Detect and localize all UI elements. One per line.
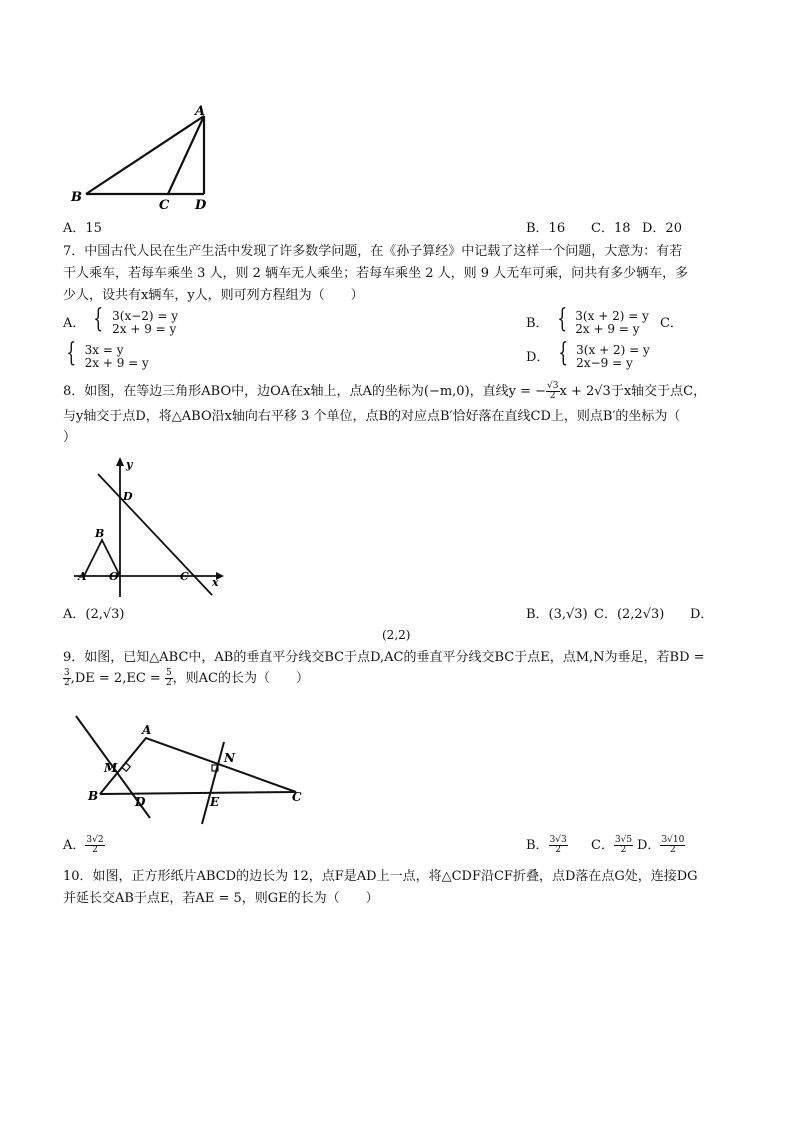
q8-option-d-value: (2,2) xyxy=(382,628,411,642)
q6-option-d: D．20 xyxy=(642,221,682,236)
q8-slope-den: 2 xyxy=(549,391,556,401)
q7-option-a-label: A． xyxy=(63,316,86,331)
q7-option-a xyxy=(63,306,178,336)
q7-option-c-system xyxy=(85,344,149,370)
q7-option-b xyxy=(526,306,683,336)
q8-coordinate-figure xyxy=(68,452,228,604)
q9-ec-num: 5 xyxy=(165,668,172,678)
q6-triangle-figure xyxy=(62,100,232,212)
q9-option-b xyxy=(526,836,568,855)
q7-line-2: 干人乘车，若每车乘坐 3 人，则 2 辆车无人乘坐；若每车乘坐 2 人，则 9 人无车可乘，问共有多少辆车，多 xyxy=(63,266,689,281)
q9-option-c-fraction xyxy=(614,836,633,855)
q8-line-1-b: x + 2√3于x轴交于点C， xyxy=(559,384,707,399)
q9-option-b-den: 2 xyxy=(555,845,562,855)
label-d: D xyxy=(135,795,146,809)
q9-option-d-num: 3√10 xyxy=(661,835,685,845)
q8-line-2: 与y轴交于点D，将△ABO沿x轴向右平移 3 个单位，点B的对应点B′恰好落在直线CD上，则点B′的坐标为（ xyxy=(63,409,681,424)
q7-option-d-eq2: 2x−9 = y xyxy=(576,355,633,370)
label-b: B xyxy=(71,190,82,205)
label-m: M xyxy=(104,761,118,775)
q9-option-d-fraction xyxy=(660,836,685,855)
q8-option-d: D． xyxy=(690,607,714,622)
label-c: C xyxy=(292,790,302,804)
q7-option-a-system xyxy=(112,310,178,336)
q9-ec-fraction xyxy=(165,669,173,688)
q9-option-c xyxy=(591,836,633,855)
label-b: B xyxy=(88,789,99,803)
q7-option-b-eq1: 3(x + 2) = y xyxy=(575,308,649,323)
q8-option-a: A．(2,√3) xyxy=(63,607,125,622)
q6-option-b: B．16 xyxy=(526,221,566,236)
q9-ec-den: 2 xyxy=(165,678,172,688)
q8-slope-fraction xyxy=(546,382,559,401)
q8-slope-num: √3 xyxy=(547,381,559,391)
q9-bd-fraction xyxy=(63,669,71,688)
label-n: N xyxy=(224,751,235,765)
q8-option-b: B．(3,√3) xyxy=(526,607,588,622)
q10-line-2: 并延长交AB于点E，若AE = 5，则GE的长为（ ） xyxy=(63,891,379,906)
q9-option-b-num: 3√3 xyxy=(549,835,567,845)
q9-option-c-den: 2 xyxy=(620,845,627,855)
q7-option-c-label: C． xyxy=(659,316,683,331)
label-o: O xyxy=(109,570,119,583)
label-e: E xyxy=(210,795,220,809)
q7-option-a-eq2: 2x + 9 = y xyxy=(112,321,177,336)
q8-option-c: C．(2,2√3) xyxy=(594,607,665,622)
q9-line-2-mid: ,DE = 2,EC = xyxy=(70,671,165,686)
brace-icon: { xyxy=(557,338,568,368)
label-a: A xyxy=(78,570,87,583)
q7-option-b-system xyxy=(575,310,649,336)
q7-option-c-eq1: 3x = y xyxy=(84,342,124,357)
label-c: C xyxy=(159,198,170,212)
q9-option-b-fraction xyxy=(549,836,568,855)
q7-option-d xyxy=(526,340,650,370)
q9-option-a-fraction xyxy=(85,836,104,855)
q7-line-3: 少人，设共有x辆车，y人，则可列方程组为（ ） xyxy=(63,288,364,303)
q6-option-a: A．15 xyxy=(63,221,102,236)
q7-option-d-label: D． xyxy=(526,350,550,365)
q9-option-a-label: A． xyxy=(63,838,86,853)
q9-option-a-num: 3√2 xyxy=(86,835,104,845)
brace-icon: { xyxy=(93,304,104,334)
q7-option-c-eq2: 2x + 9 = y xyxy=(84,355,149,370)
q7-option-d-system xyxy=(576,344,650,370)
q8-line-1 xyxy=(63,381,706,402)
q9-bd-den: 2 xyxy=(64,678,70,688)
q9-option-d-label: D． xyxy=(637,838,661,853)
label-a: A xyxy=(195,104,206,119)
q7-option-d-eq1: 3(x + 2) = y xyxy=(576,342,650,357)
q9-line-1: 9．如图，已知△ABC中，AB的垂直平分线交BC于点D,AC的垂直平分线交BC于点E，点M,N为垂足，若BD = xyxy=(63,650,705,665)
q7-option-a-eq1: 3(x−2) = y xyxy=(112,308,179,323)
q9-option-a-den: 2 xyxy=(92,845,98,855)
label-x: x xyxy=(212,576,219,589)
q9-option-b-label: B． xyxy=(526,838,549,853)
q9-line-2-end: ，则AC的长为（ ） xyxy=(172,671,310,686)
label-d: D xyxy=(123,490,133,503)
perpendicular-bisector-ac xyxy=(202,742,224,824)
q9-option-d-den: 2 xyxy=(670,845,676,855)
label-a: A xyxy=(142,723,152,737)
q7-line-1: 7．中国古代人民在生产生活中发现了许多数学问题，在《孙子算经》中记载了这样一个问题，大意为：有若 xyxy=(63,244,683,259)
q10-line-1: 10．如图，正方形纸片ABCD的边长为 12，点F是AD上一点，将△CDF沿CF折叠，点D落在点G处，连接DG xyxy=(63,869,698,884)
q9-triangle-figure xyxy=(64,706,314,826)
q9-bd-num: 3 xyxy=(64,668,70,678)
q9-option-c-label: C． xyxy=(591,838,614,853)
q9-option-c-num: 3√5 xyxy=(614,835,633,845)
q8-line-1-a: 8．如图，在等边三角形ABO中，边OA在x轴上，点A的坐标为(−m,0)，直线y = − xyxy=(63,384,547,399)
q7-option-b-eq2: 2x + 9 = y xyxy=(575,321,640,336)
q9-line-2 xyxy=(63,668,309,689)
q7-option-c xyxy=(63,340,149,370)
q9-option-d xyxy=(637,836,685,855)
y-axis-arrow-icon xyxy=(116,457,124,466)
q9-option-a xyxy=(63,836,105,855)
q7-option-b-label: B． xyxy=(526,316,549,331)
label-d: D xyxy=(195,198,207,212)
q8-line-3: ） xyxy=(63,430,77,445)
label-y: y xyxy=(126,458,133,471)
brace-icon: { xyxy=(66,338,77,368)
label-b: B xyxy=(95,527,105,540)
label-c: C xyxy=(180,570,189,583)
q6-option-c: C．18 xyxy=(591,221,631,236)
brace-icon: { xyxy=(556,304,567,334)
